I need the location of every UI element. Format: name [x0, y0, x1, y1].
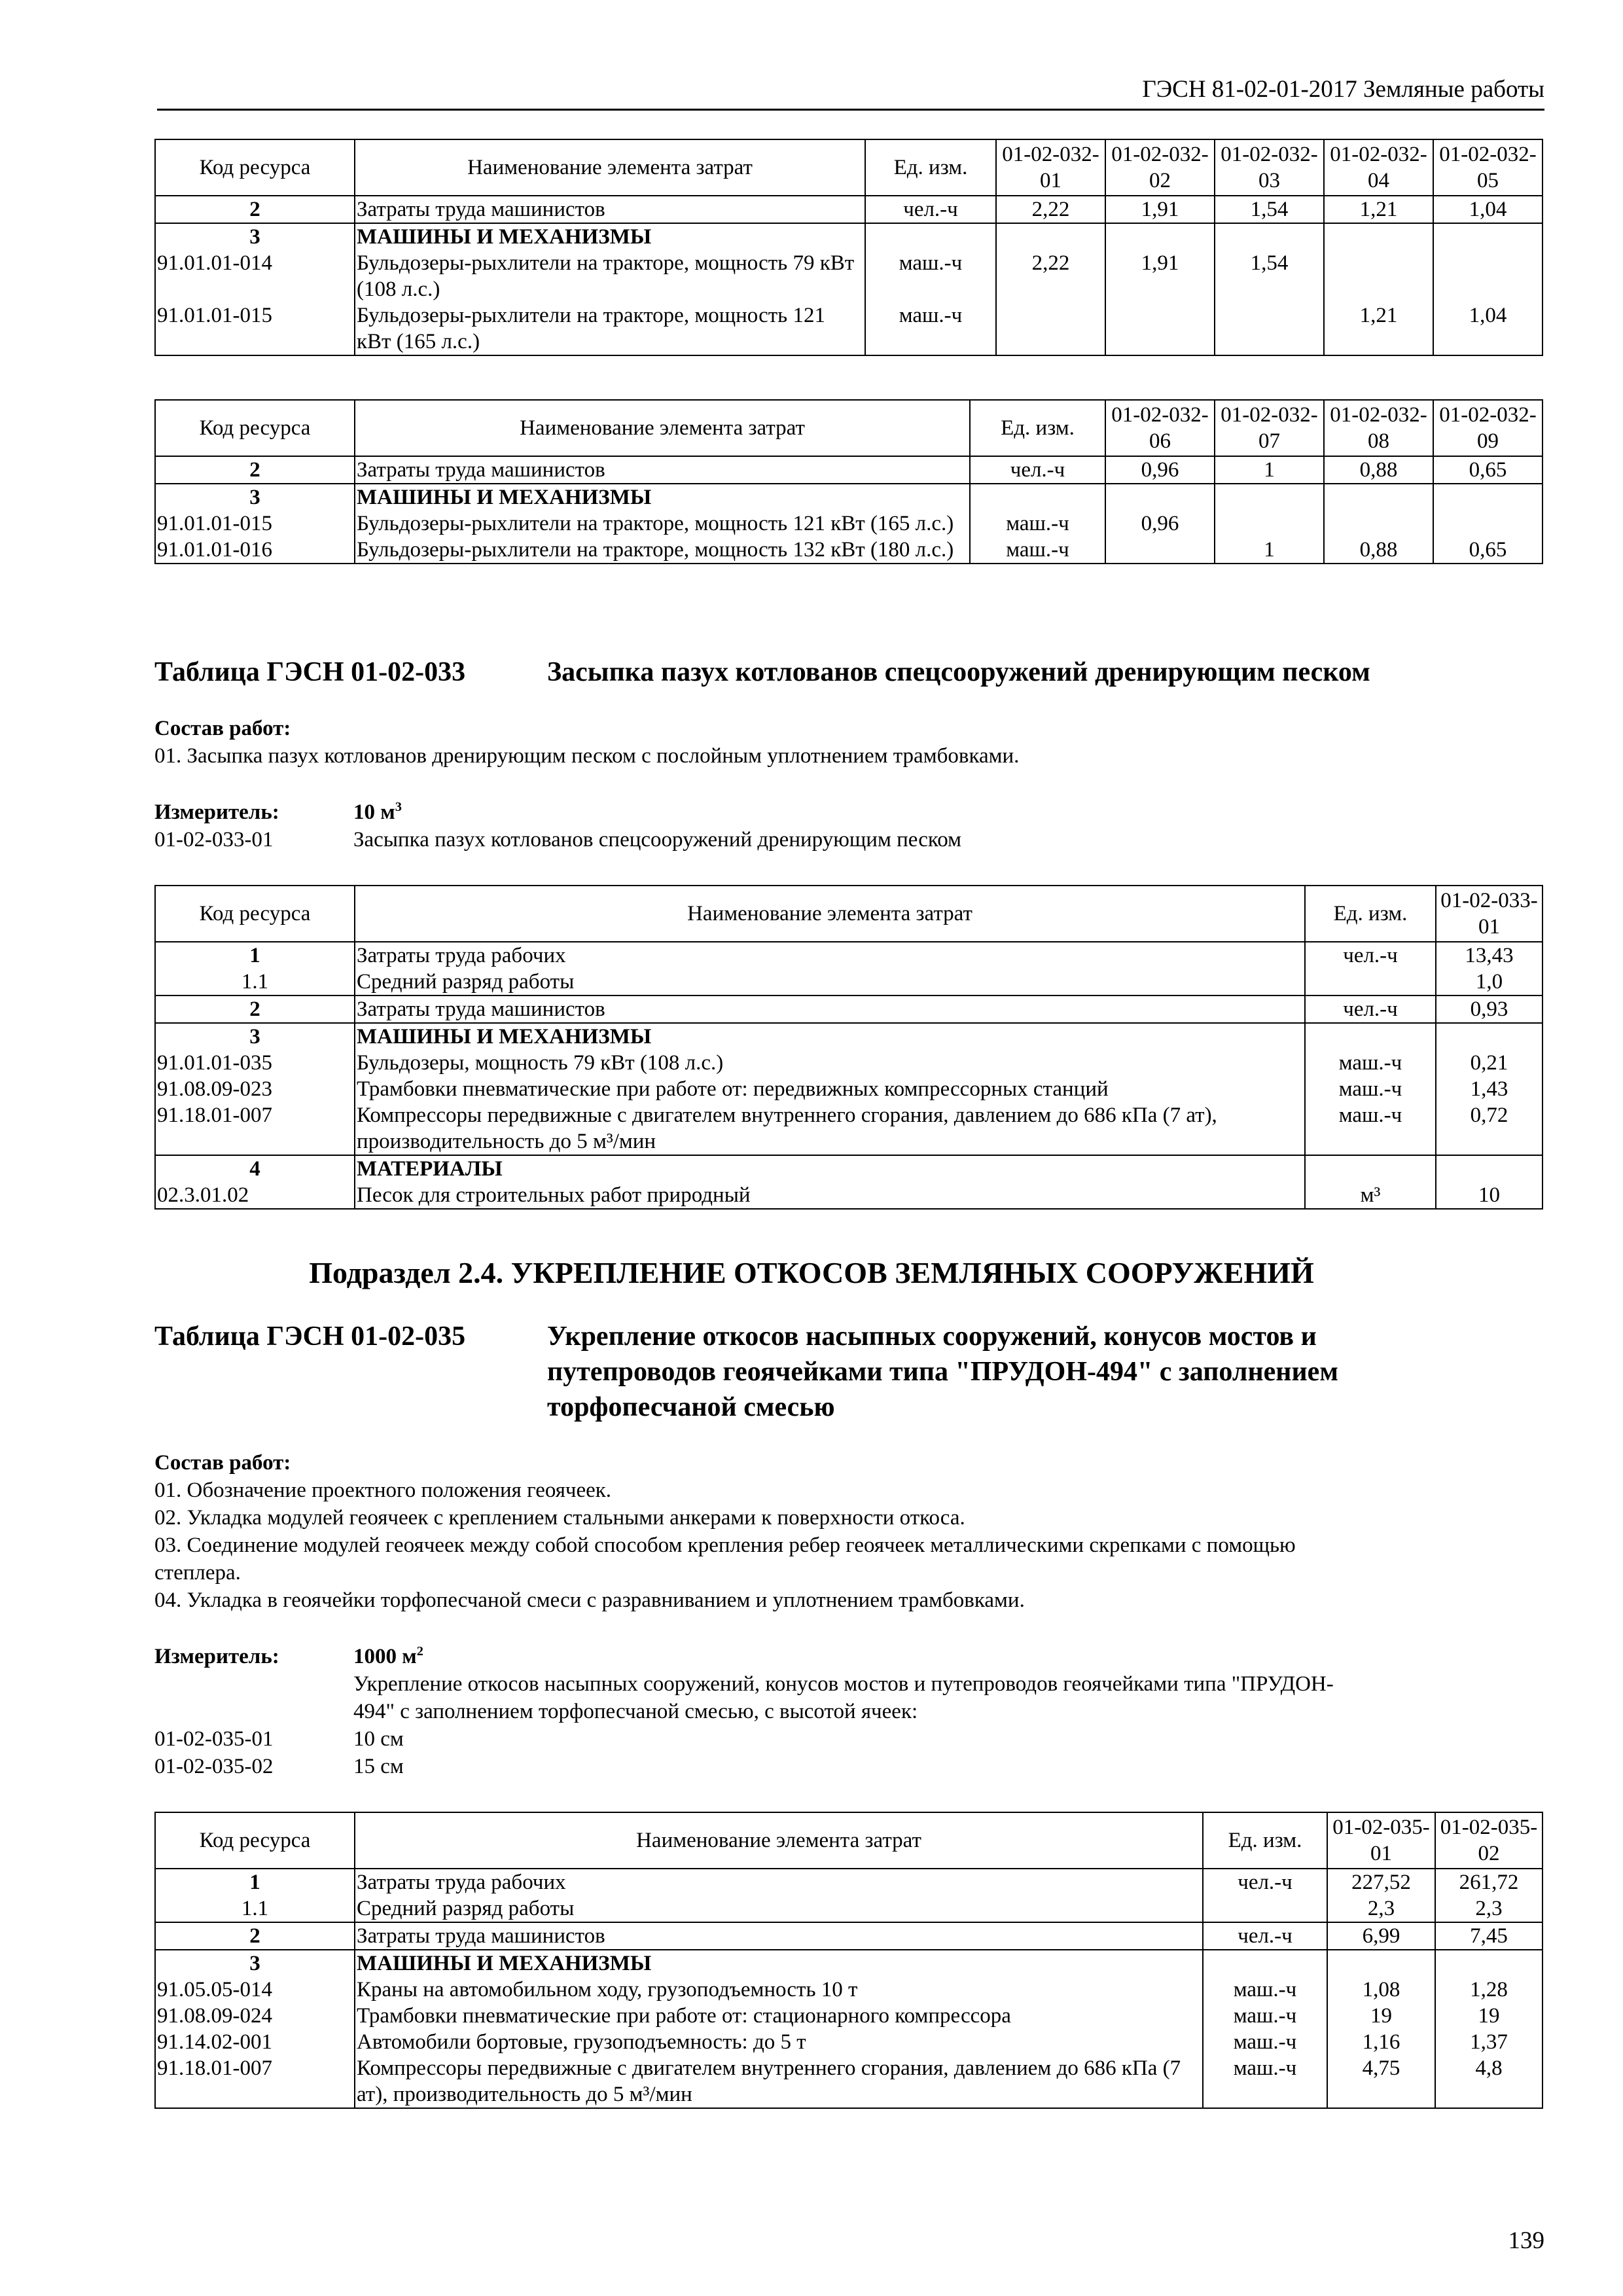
col-header-norm: 01-02-032-02 — [1105, 139, 1215, 196]
norm-name: 15 см — [353, 1755, 404, 1778]
table-row: 91.18.01-007 Компрессоры передвижные с двигателем внутреннего сгорания, давлением до 686 кПа (7 ат), производительность до 5 м³/мин маш.-ч 4,75 4,8 — [155, 2055, 1543, 2108]
meter-label: Измеритель: — [154, 800, 279, 824]
col-header-unit: Ед. изм. — [1203, 1812, 1327, 1869]
work-item: 01. Обозначение проектного положения геоячеек. — [154, 1479, 612, 1502]
table-row: 91.08.09-024 Трамбовки пневматические при работе от: стационарного компрессора маш.-ч 19 19 — [155, 2003, 1543, 2029]
meter-value: 10 $м^3$ — [353, 800, 402, 824]
work-item: степлера. — [154, 1561, 241, 1585]
table-row: 1 Затраты труда рабочих чел.-ч 227,52 261,72 — [155, 1869, 1543, 1895]
col-header-norm: 01-02-032-08 — [1324, 400, 1433, 456]
table-row: 91.01.01-035 Бульдозеры, мощность 79 кВт (108 л.с.) маш.-ч 0,21 — [155, 1050, 1543, 1076]
meter-label: Измеритель: — [154, 1645, 279, 1668]
table-row: 91.18.01-007 Компрессоры передвижные с двигателем внутреннего сгорания, давлением до 686 кПа (7 ат), производительность до 5 м³/мин маш.-ч 0,72 — [155, 1102, 1543, 1155]
col-header-unit: Ед. изм. — [1305, 886, 1436, 942]
col-header-code: Код ресурса — [155, 400, 355, 456]
table-row: 2 Затраты труда машинистов чел.-ч 0,93 — [155, 996, 1543, 1023]
table-row: 4 МАТЕРИАЛЫ — [155, 1155, 1543, 1182]
table-row: 3 МАШИНЫ И МЕХАНИЗМЫ — [155, 1023, 1543, 1050]
table-row: 2 Затраты труда машинистов чел.-ч 6,99 7,45 — [155, 1922, 1543, 1950]
norm-name: Засыпка пазух котлованов спецсооружений дренирующим песком — [353, 828, 961, 852]
norm-code: 01-02-035-02 — [154, 1755, 274, 1778]
table-row: 91.01.01-015 Бульдозеры-рыхлители на тракторе, мощность 121 кВт (165 л.с.) маш.-ч 1,21 1,04 — [155, 302, 1543, 355]
page-header: ГЭСН 81-02-01-2017 Земляные работы — [157, 73, 1544, 111]
resource-table-032-b — [154, 399, 1543, 564]
col-header-norm: 01-02-032-01 — [996, 139, 1105, 196]
work-item: 01. Засыпка пазух котлованов дренирующим песком с послойным уплотнением трамбовками. — [154, 744, 1020, 768]
norm-code: 01-02-033-01 — [154, 828, 274, 852]
col-header-name: Наименование элемента затрат — [355, 886, 1305, 942]
col-header-unit: Ед. изм. — [970, 400, 1105, 456]
work-item: 03. Соединение модулей геоячеек между собой способом крепления ребер геоячеек металлическими скрепками с помощью — [154, 1534, 1296, 1557]
table-row: 91.08.09-023 Трамбовки пневматические при работе от: передвижных компрессорных станций маш.-ч 1,43 — [155, 1076, 1543, 1102]
col-header-norm: 01-02-035-02 — [1435, 1812, 1543, 1869]
table-row: 1.1 Средний разряд работы 2,3 2,3 — [155, 1895, 1543, 1922]
table-row: 1 Затраты труда рабочих чел.-ч 13,43 — [155, 942, 1543, 969]
col-header-code: Код ресурса — [155, 139, 355, 196]
meter-description: Укрепление откосов насыпных сооружений, конусов мостов и путепроводов геоячейками типа "ПРУДОН- — [353, 1672, 1334, 1696]
table-row: 91.01.01-016 Бульдозеры-рыхлители на тракторе, мощность 132 кВт (180 л.с.) маш.-ч 1 0,88 0,65 — [155, 537, 1543, 564]
subsection-title: Подраздел 2.4. УКРЕПЛЕНИЕ ОТКОСОВ ЗЕМЛЯНЫХ СООРУЖЕНИЙ — [309, 1256, 1314, 1289]
table-row: 2 Затраты труда машинистов чел.-ч 0,96 1 0,88 0,65 — [155, 456, 1543, 484]
col-header-norm: 01-02-032-09 — [1433, 400, 1543, 456]
col-header-norm: 01-02-032-04 — [1324, 139, 1433, 196]
resource-table-035 — [154, 1812, 1543, 2109]
table-row: 02.3.01.02 Песок для строительных работ природный м³ 10 — [155, 1182, 1543, 1209]
work-item: 02. Укладка модулей геоячеек с креплением стальными анкерами к поверхности откоса. — [154, 1506, 965, 1530]
col-header-norm: 01-02-032-03 — [1215, 139, 1324, 196]
table-row: 91.05.05-014 Краны на автомобильном ходу, грузоподъемность 10 т маш.-ч 1,08 1,28 — [155, 1977, 1543, 2003]
col-header-norm: 01-02-033-01 — [1436, 886, 1543, 942]
col-header-norm: 01-02-035-01 — [1327, 1812, 1435, 1869]
table-number: Таблица ГЭСН 01-02-035 — [154, 1321, 466, 1352]
meter-description: 494" с заполнением торфопесчаной смесью, с высотой ячеек: — [353, 1700, 918, 1723]
resource-table-033 — [154, 885, 1543, 1210]
table-row: 91.01.01-014 Бульдозеры-рыхлители на тракторе, мощность 79 кВт (108 л.с.) маш.-ч 2,22 1,91 1,54 — [155, 250, 1543, 302]
col-header-code: Код ресурса — [155, 886, 355, 942]
table-row: 91.01.01-015 Бульдозеры-рыхлители на тракторе, мощность 121 кВт (165 л.с.) маш.-ч 0,96 — [155, 511, 1543, 537]
table-heading-033 — [154, 655, 1370, 690]
table-row: 2 Затраты труда машинистов чел.-ч 2,22 1,91 1,54 1,21 1,04 — [155, 196, 1543, 223]
col-header-name: Наименование элемента затрат — [355, 1812, 1203, 1869]
table-row: 3 МАШИНЫ И МЕХАНИЗМЫ — [155, 484, 1543, 511]
col-header-code: Код ресурса — [155, 1812, 355, 1869]
page-number: 139 — [1508, 2227, 1544, 2254]
col-header-unit: Ед. изм. — [865, 139, 996, 196]
col-header-name: Наименование элемента затрат — [355, 139, 865, 196]
table-row: 1.1 Средний разряд работы 1,0 — [155, 969, 1543, 996]
norm-name: 10 см — [353, 1727, 404, 1751]
table-row: 3 МАШИНЫ И МЕХАНИЗМЫ — [155, 1950, 1543, 1977]
norm-code: 01-02-035-01 — [154, 1727, 274, 1751]
work-composition-label: Состав работ: — [154, 717, 291, 740]
table-title: Засыпка пазух котлованов спецсооружений дренирующим песком — [547, 657, 1370, 687]
table-heading-035 — [154, 1319, 547, 1354]
meter-value: 1000 $м^2$ — [353, 1644, 423, 1668]
table-row: 3 МАШИНЫ И МЕХАНИЗМЫ — [155, 223, 1543, 250]
col-header-norm: 01-02-032-06 — [1105, 400, 1215, 456]
resource-table-032-a — [154, 139, 1543, 356]
col-header-name: Наименование элемента затрат — [355, 400, 970, 456]
table-number: Таблица ГЭСН 01-02-033 — [154, 657, 466, 687]
work-item: 04. Укладка в геоячейки торфопесчаной смеси с разравниванием и уплотнением трамбовками. — [154, 1588, 1025, 1612]
col-header-norm: 01-02-032-07 — [1215, 400, 1324, 456]
table-row: 91.14.02-001 Автомобили бортовые, грузоподъемность: до 5 т маш.-ч 1,16 1,37 — [155, 2029, 1543, 2055]
table-title: Укрепление откосов насыпных сооружений, конусов мостов и путепроводов геоячейками типа "ПРУДОН-494" с заполнением торфопесчаной смесью — [547, 1321, 1338, 1422]
col-header-norm: 01-02-032-05 — [1433, 139, 1543, 196]
work-composition-label: Состав работ: — [154, 1451, 291, 1475]
